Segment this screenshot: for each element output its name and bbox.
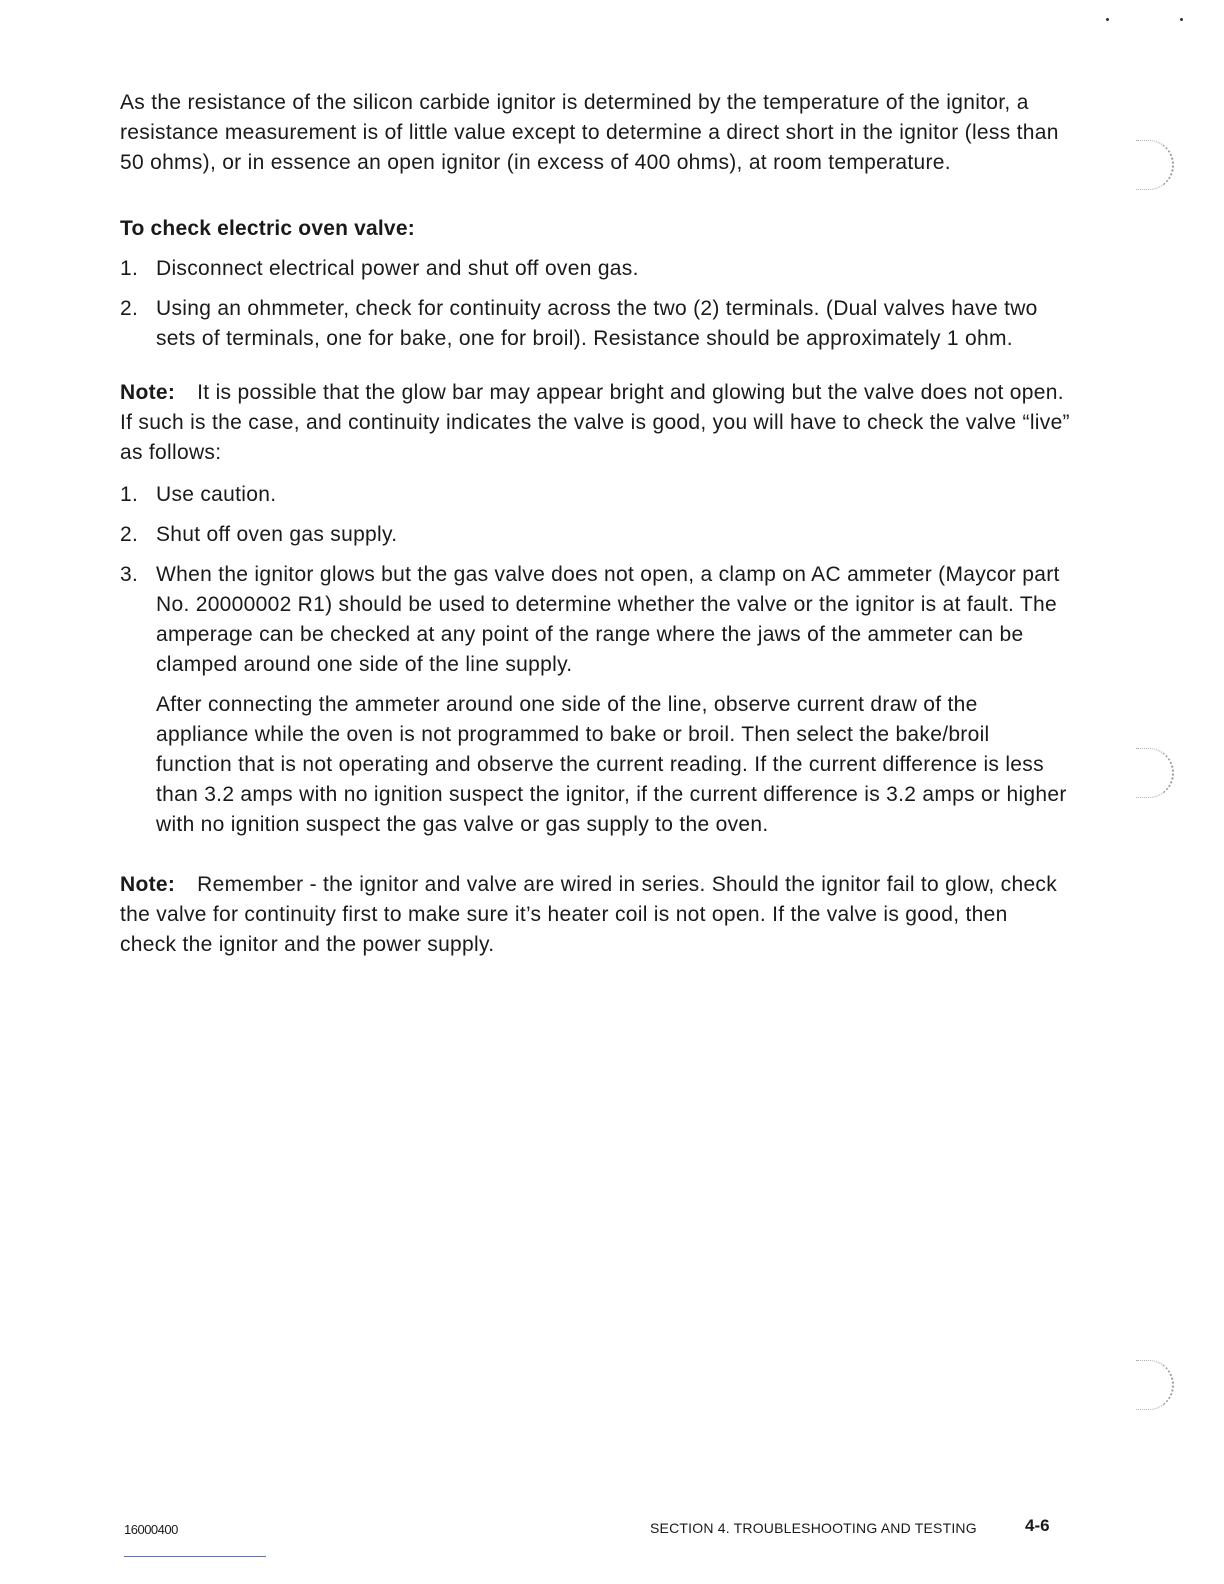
step-text: Shut off oven gas supply. — [156, 523, 398, 546]
binder-hole-top — [1136, 140, 1174, 190]
oven-valve-steps — [120, 254, 1070, 354]
page-content — [120, 88, 1070, 960]
note-text: It is possible that the glow bar may appear bright and glowing but the valve does not open. If such is the case, and continuity indicates the valve is good, you will have to check the valve “live” as follows: — [120, 381, 1070, 464]
step-number: 2. — [120, 523, 139, 546]
step-text: Using an ohmmeter, check for continuity across the two (2) terminals. (Dual valves have two sets of terminals, one for bake, one for broil). Resistance should be approximately 1 ohm. — [156, 297, 1038, 350]
list-item — [120, 480, 1070, 510]
intro-paragraph: As the resistance of the silicon carbide ignitor is determined by the temperature of the ignitor, a resistance measurement is of little value except to determine a direct short in the ignitor (less than 50 ohms), or in essence an open ignitor (in excess of 400 ohms), at room temperature. — [120, 91, 1059, 174]
step-number: 3. — [120, 563, 139, 586]
note-label: Note: — [120, 873, 176, 896]
list-item — [120, 560, 1070, 840]
step-text: Use caution. — [156, 483, 277, 506]
step-text: When the ignitor glows but the gas valve does not open, a clamp on AC ammeter (Maycor part No. 20000002 R1) should be used to determine whether the valve or the ignitor is at fault. The amperage can be checked at any point of the range where the jaws of the ammeter can be clamped around one side of the line supply. — [156, 563, 1060, 676]
binder-hole-middle — [1136, 748, 1174, 798]
section-heading: To check electric oven valve: — [120, 217, 415, 240]
live-check-steps — [120, 480, 1070, 840]
binder-hole-bottom — [1136, 1360, 1174, 1410]
step-number: 1. — [120, 257, 139, 280]
note-text: Remember - the ignitor and valve are wired in series. Should the ignitor fail to glow, check the valve for continuity first to make sure it’s heater coil is not open. If the valve is good, then check the ignitor and the power supply. — [120, 873, 1058, 956]
note-label: Note: — [120, 381, 176, 404]
page-number: 4-6 — [1025, 1516, 1050, 1535]
list-item — [120, 254, 1070, 284]
doc-number: 16000400 — [124, 1522, 178, 1537]
list-item — [120, 294, 1070, 354]
footer-rule — [124, 1556, 266, 1557]
note-paragraph-2 — [120, 870, 1070, 960]
step-number: 2. — [120, 297, 139, 320]
scan-speck — [1106, 18, 1109, 21]
step-sub-paragraph: After connecting the ammeter around one side of the line, observe current draw of the appliance while the oven is not programmed to bake or broil. Then select the bake/broil function that is not operating and observe the current reading. If the current difference is less than 3.2 amps with no ignition suspect the ignitor, if the current difference is 3.2 amps or higher with no ignition suspect the gas valve or gas supply to the oven. — [156, 693, 1067, 836]
note-paragraph-1 — [120, 378, 1070, 468]
scan-speck — [1180, 18, 1183, 21]
list-item — [120, 520, 1070, 550]
section-title: SECTION 4. TROUBLESHOOTING AND TESTING — [650, 1520, 977, 1536]
step-text: Disconnect electrical power and shut off oven gas. — [156, 257, 639, 280]
step-number: 1. — [120, 483, 139, 506]
